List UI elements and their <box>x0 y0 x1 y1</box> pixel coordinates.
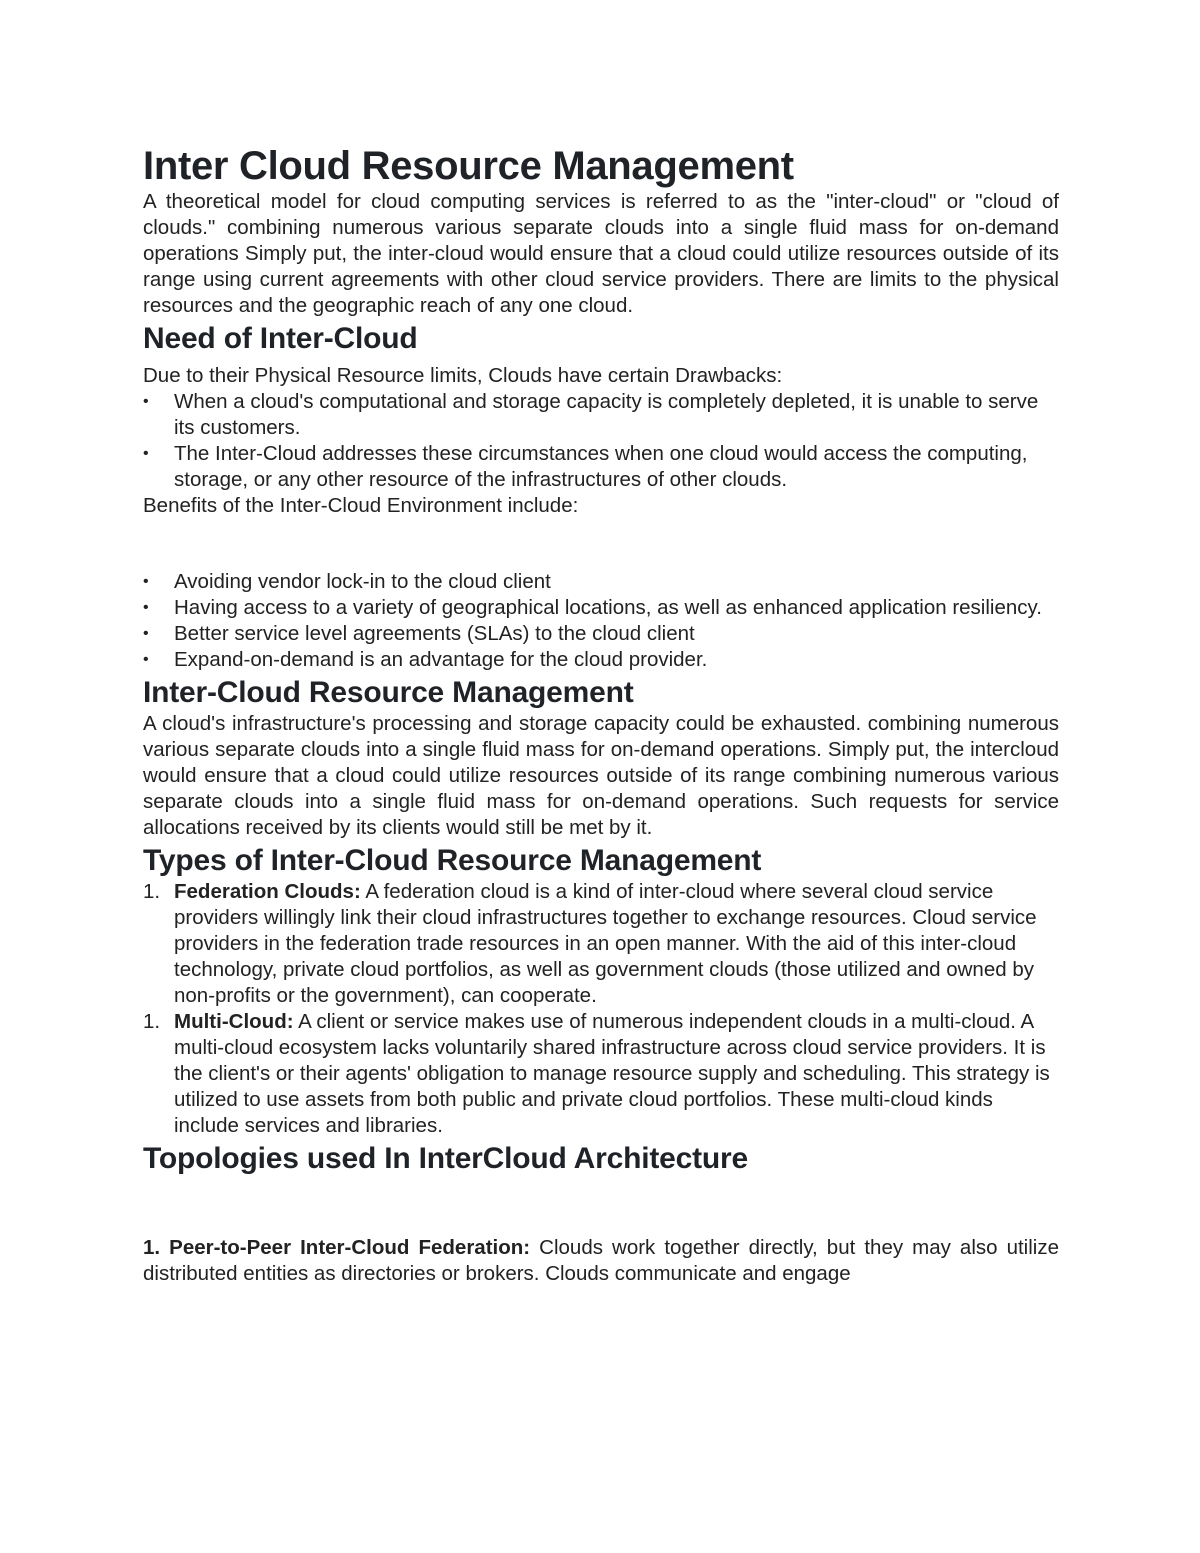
list-number: 1. <box>143 880 161 903</box>
definition: A client or service makes use of numerous independent clouds in a multi-cloud. A multi-cloud ecosystem lacks voluntarily shared infrastructure across cloud service providers. It is the client's or their agents' obligation to manage resource supply and scheduling. This strategy is utilized to use assets from both public and private cloud portfolios. These multi-cloud kinds include services and libraries. <box>174 1010 1050 1137</box>
definition: Clouds work together directly, but they may also utilize distributed entities as directories or brokers. Clouds communicate and engage <box>143 1236 1059 1285</box>
heading-topologies: Topologies used In InterCloud Architecture <box>143 1142 748 1175</box>
list-item: • Expand-on-demand is an advantage for the cloud provider. <box>143 647 1059 673</box>
benefits-lead: Benefits of the Inter-Cloud Environment include: <box>143 494 579 517</box>
term: 1. Peer-to-Peer Inter-Cloud Federation: <box>143 1236 531 1259</box>
list-item: • Having access to a variety of geographical locations, as well as enhanced application resiliency. <box>143 595 1059 621</box>
list-number: 1. <box>143 1010 161 1033</box>
benefits-list <box>143 569 1059 673</box>
list-item: • When a cloud's computational and storage capacity is completely depleted, it is unable to serve its customers. <box>143 389 1059 441</box>
term: Federation Clouds: <box>174 880 361 903</box>
types-list <box>143 879 1059 1139</box>
need-lead: Due to their Physical Resource limits, Clouds have certain Drawbacks: <box>143 364 783 387</box>
heading-types: Types of Inter-Cloud Resource Management <box>143 844 762 877</box>
topology-paragraph <box>143 1235 1059 1287</box>
list-item: • The Inter-Cloud addresses these circumstances when one cloud would access the computing, storage, or any other resource of the infrastructures of other clouds. <box>143 441 1059 493</box>
list-item <box>143 879 1059 1009</box>
intro-paragraph: A theoretical model for cloud computing services is referred to as the "inter-cloud" or "cloud of clouds." combining numerous various separate clouds into a single fluid mass for on-demand operations Simply put, the inter-cloud would ensure that a cloud could utilize resources outside of its range using current agreements with other cloud service providers. There are limits to the physical resources and the geographic reach of any one cloud. <box>143 190 1059 317</box>
document-page <box>143 143 1059 1287</box>
page-title: Inter Cloud Resource Management <box>143 144 794 188</box>
heading-need: Need of Inter-Cloud <box>143 322 418 355</box>
definition: A federation cloud is a kind of inter-cloud where several cloud service providers willingly link their cloud infrastructures together to exchange resources. Cloud service providers in the federation trade resources in an open manner. With the aid of this inter-cloud technology, private cloud portfolios, as well as government clouds (those utilized and owned by non-profits or the government), can cooperate. <box>174 880 1037 1007</box>
management-paragraph: A cloud's infrastructure's processing and storage capacity could be exhausted. combining numerous various separate clouds into a single fluid mass for on-demand operations. Simply put, the intercloud would ensure that a cloud could utilize resources outside of its range combining numerous various separate clouds into a single fluid mass for on-demand operations. Such requests for service allocations received by its clients would still be met by it. <box>143 712 1059 839</box>
list-item <box>143 1009 1059 1139</box>
term: Multi-Cloud: <box>174 1010 294 1033</box>
drawbacks-list <box>143 389 1059 493</box>
list-item: • Avoiding vendor lock-in to the cloud client <box>143 569 1059 595</box>
list-item: • Better service level agreements (SLAs) to the cloud client <box>143 621 1059 647</box>
heading-management: Inter-Cloud Resource Management <box>143 676 634 709</box>
